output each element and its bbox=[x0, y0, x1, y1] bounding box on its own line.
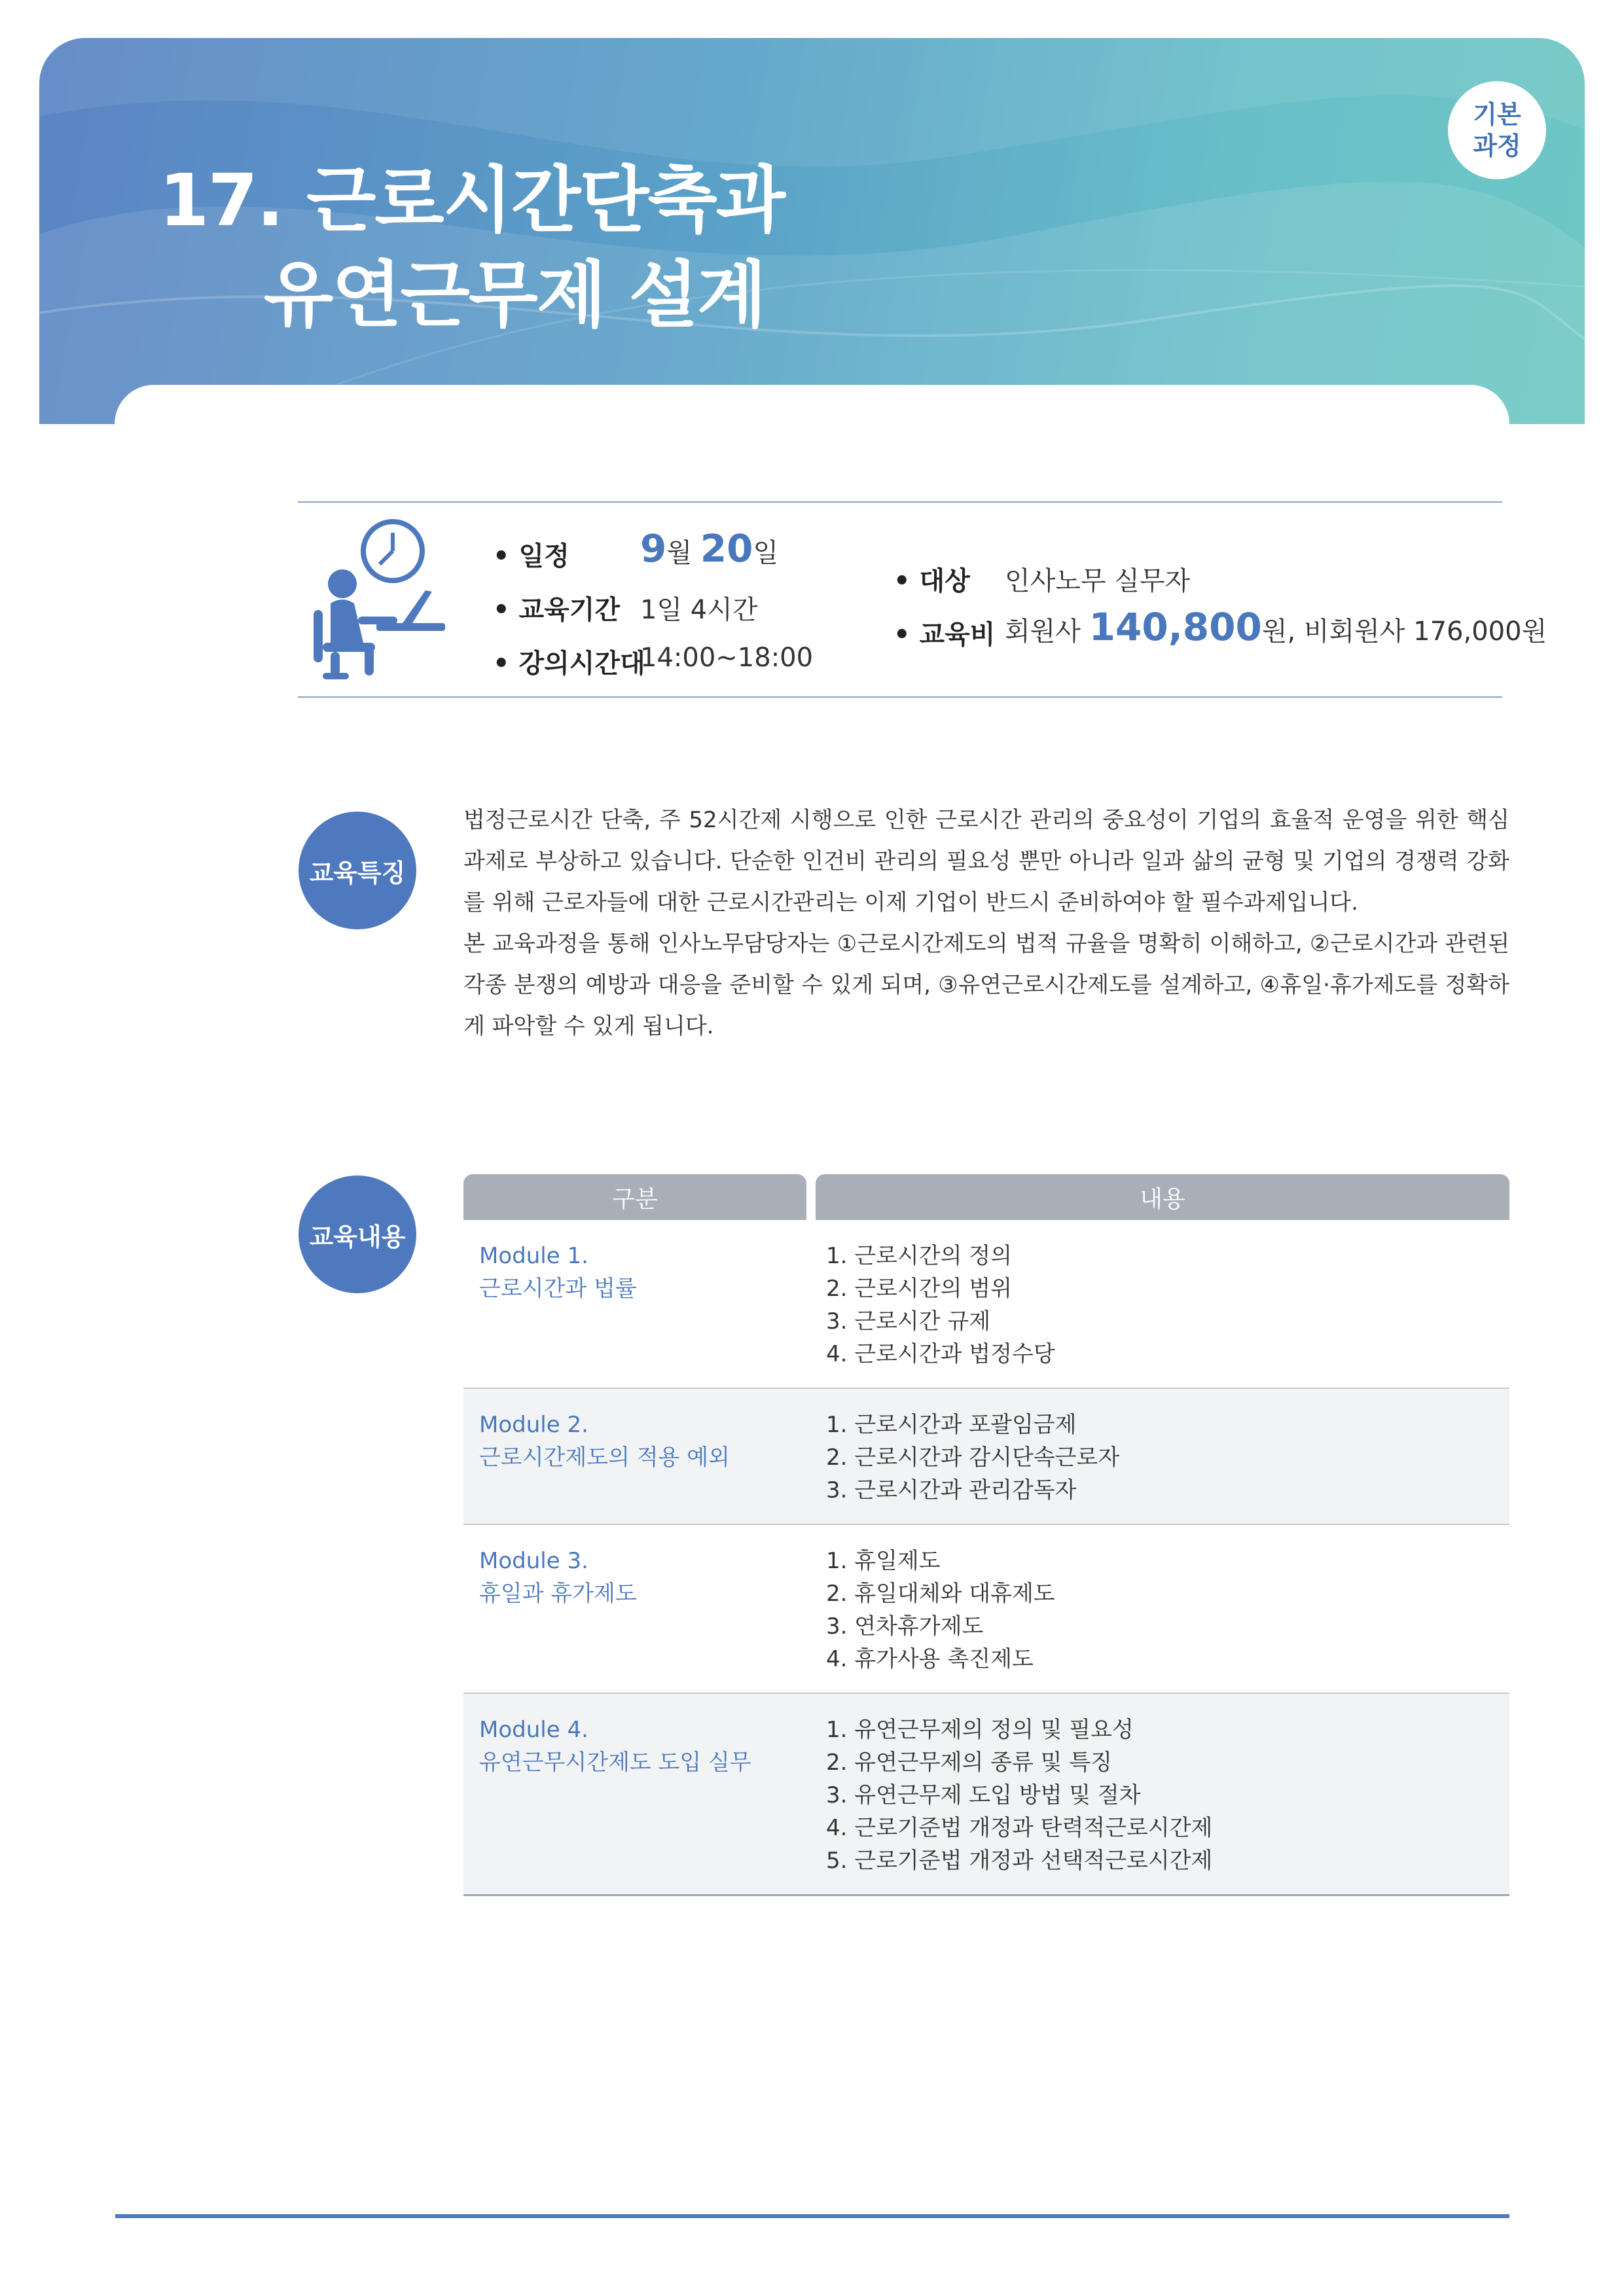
module-cell bbox=[463, 1694, 810, 1894]
column-header-category: 구분 bbox=[463, 1174, 806, 1220]
column-header-content: 내용 bbox=[816, 1174, 1509, 1220]
table-row bbox=[463, 1220, 1509, 1389]
list-item: 2. 유연근무제의 종류 및 특징 bbox=[826, 1749, 1112, 1776]
list-item: 3. 연차휴가제도 bbox=[826, 1613, 984, 1640]
office-worker-icon bbox=[304, 518, 448, 682]
module-items bbox=[810, 1389, 1509, 1524]
list-item: 1. 근로시간의 정의 bbox=[826, 1243, 1012, 1269]
time-row bbox=[493, 643, 814, 680]
module-name: Module 2. bbox=[479, 1412, 588, 1438]
module-cell bbox=[463, 1389, 810, 1524]
list-item: 2. 휴일대체와 대휴제도 bbox=[826, 1581, 1055, 1607]
fee-member-amount: 140,800 bbox=[1089, 605, 1262, 649]
schedule-month: 9 bbox=[640, 526, 667, 571]
module-items bbox=[810, 1220, 1509, 1388]
module-title: 유연근무시간제도 도입 실무 bbox=[479, 1749, 751, 1776]
list-item: 1. 휴일제도 bbox=[826, 1548, 941, 1574]
module-title: 근로시간제도의 적용 예외 bbox=[479, 1444, 730, 1471]
duration-value: 1일 4시간 bbox=[640, 595, 758, 625]
list-item: 1. 근로시간과 포괄임금제 bbox=[826, 1412, 1077, 1438]
list-item: 4. 근로기준법 개정과 탄력적근로시간제 bbox=[826, 1815, 1213, 1841]
schedule-value bbox=[640, 526, 778, 571]
page-title-line1: 17. 근로시간단축과 bbox=[159, 158, 784, 242]
module-title: 휴일과 휴가제도 bbox=[479, 1581, 637, 1607]
course-info-box bbox=[298, 501, 1547, 698]
schedule-day-unit: 일 bbox=[753, 538, 779, 568]
table-header bbox=[463, 1174, 1509, 1220]
fee-value bbox=[1005, 605, 1547, 649]
badge-line1: 기본 bbox=[1473, 100, 1521, 129]
schedule-label: • 일정 bbox=[493, 535, 569, 573]
list-item: 4. 근로시간과 법정수당 bbox=[826, 1341, 1055, 1367]
module-name: Module 4. bbox=[479, 1717, 588, 1743]
target-row bbox=[893, 560, 1191, 598]
curriculum-table bbox=[463, 1174, 1509, 1896]
fee-nonmember: 원, 비회원사 176,000원 bbox=[1261, 617, 1547, 647]
module-title: 근로시간과 법률 bbox=[479, 1276, 637, 1302]
time-label: • 강의시간대 bbox=[493, 643, 645, 680]
module-name: Module 1. bbox=[479, 1243, 588, 1269]
module-cell bbox=[463, 1525, 810, 1693]
module-name: Module 3. bbox=[479, 1548, 588, 1574]
list-item: 2. 근로시간과 감시단속근로자 bbox=[826, 1444, 1120, 1471]
fee-member-prefix: 회원사 bbox=[1005, 617, 1089, 647]
features-paragraph-1: 법정근로시간 단축, 주 52시간제 시행으로 인한 근로시간 관리의 중요성이 기업의 효율적 운영을 위한 핵심과제로 부상하고 있습니다. 단순한 인건비 관리의 필요성 뿐만 아니라 일과 삶의 균형 및 기업의 경쟁력 강화를 위해 근로자들에 대한 근로시간관리는 이제 기업이 반드시 준비하여야 할 필수과제입니다. bbox=[463, 807, 1509, 916]
list-item: 4. 휴가사용 촉진제도 bbox=[826, 1646, 1034, 1672]
module-cell bbox=[463, 1220, 810, 1388]
header-sheet bbox=[115, 385, 1509, 463]
features-text bbox=[463, 800, 1509, 1047]
list-item: 2. 근로시간의 범위 bbox=[826, 1276, 1012, 1302]
module-items bbox=[810, 1694, 1509, 1894]
table-row bbox=[463, 1389, 1509, 1525]
schedule-day: 20 bbox=[700, 526, 753, 571]
fee-label: • 교육비 bbox=[893, 614, 995, 651]
page-title-line2: 유연근무제 설계 bbox=[264, 253, 766, 337]
list-item: 1. 유연근무제의 정의 및 필요성 bbox=[826, 1717, 1134, 1743]
table-row bbox=[463, 1694, 1509, 1896]
fee-row bbox=[893, 605, 1547, 651]
features-paragraph-2: 본 교육과정을 통해 인사노무담당자는 ①근로시간제도의 법적 규율을 명확히 이해하고, ②근로시간과 관련된 각종 분쟁의 예방과 대응을 준비할 수 있게 되며, ③유연근로시간제도를 설계하고, ④휴일·휴가제도를 정확하게 파악할 수 있게 됩니다. bbox=[463, 931, 1509, 1039]
list-item: 3. 유연근무제 도입 방법 및 절차 bbox=[826, 1782, 1141, 1808]
module-items bbox=[810, 1525, 1509, 1693]
footer-divider bbox=[115, 2214, 1509, 2218]
time-value: 14:00~18:00 bbox=[640, 643, 814, 673]
list-item: 3. 근로시간 규제 bbox=[826, 1308, 991, 1335]
list-item: 5. 근로기준법 개정과 선택적근로시간제 bbox=[826, 1848, 1213, 1874]
table-row bbox=[463, 1525, 1509, 1694]
course-level-badge bbox=[1448, 81, 1546, 179]
contents-label: 교육내용 bbox=[298, 1175, 416, 1293]
target-value: 인사노무 실무자 bbox=[1005, 566, 1191, 596]
badge-line2: 과정 bbox=[1473, 132, 1521, 160]
schedule-month-unit: 월 bbox=[666, 538, 700, 568]
list-item: 3. 근로시간과 관리감독자 bbox=[826, 1477, 1077, 1503]
duration-row bbox=[493, 589, 758, 626]
duration-label: • 교육기간 bbox=[493, 589, 620, 626]
header-banner bbox=[39, 38, 1585, 424]
schedule-row bbox=[493, 526, 779, 573]
target-label: • 대상 bbox=[893, 560, 970, 598]
features-label: 교육특징 bbox=[298, 812, 416, 929]
